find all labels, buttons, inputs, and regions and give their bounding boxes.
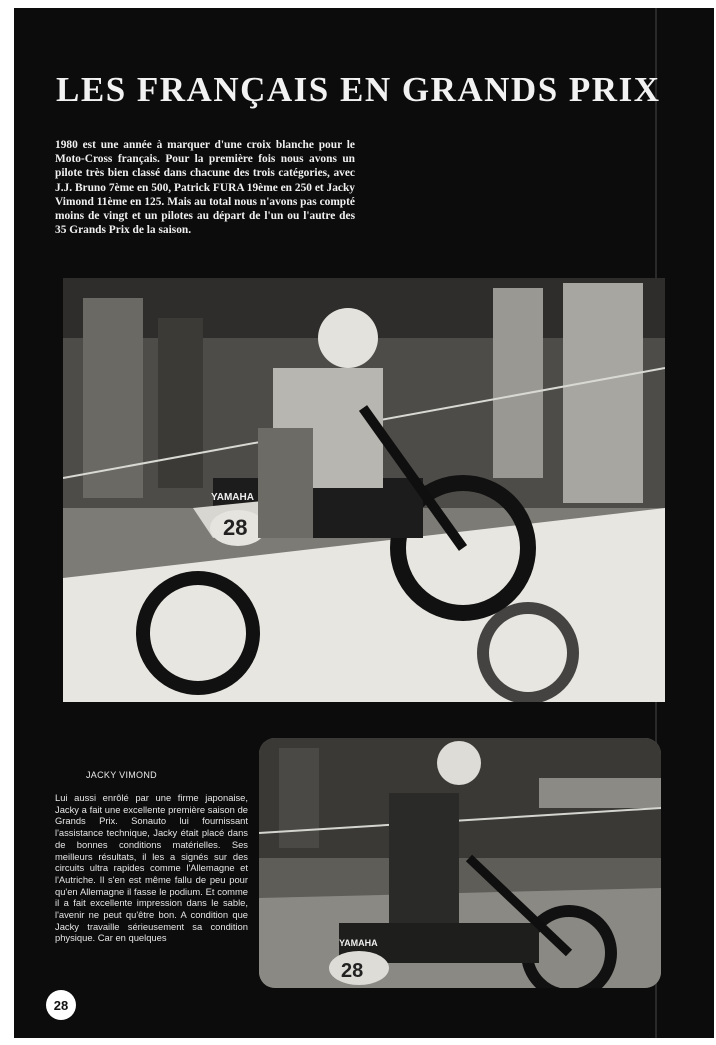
motocross-photo-main xyxy=(63,278,665,702)
photo2-bike-brand: YAMAHA xyxy=(339,938,378,948)
article-title: LES FRANÇAIS EN GRANDS PRIX xyxy=(56,70,661,109)
motocross-photo-rider xyxy=(259,738,661,988)
article-body: Lui aussi enrôlé par une firme japonaise, Jacky a fait une excellente première saison de Grands Prix. Sonauto lui fournissant l'assistance technique, Jacky était placé dans de bonnes conditions matérielles. Ses meilleurs résultats, il les a signés sur des circuits ultra rapides comme l'Allemagne et l'Autriche. Il s'en est même fallu de peu pour qu'en Allemagne il fasse le podium. Et comme il a fait excellente impression dans le sable, l'avenir ne peut qu'être bon. A condition que Jacky travaille sérieusement sa condition physique. Car en quelques xyxy=(55,792,248,944)
photo1-plate-number: 28 xyxy=(223,515,248,540)
photo2-plate-number: 28 xyxy=(341,960,364,982)
article-intro: 1980 est une année à marquer d'une croix blanche pour le Moto-Cross français. Pour la première fois nous avons un pilote très bien classé dans chacune des trois catégories, avec J.J. Bruno 7ème en 500, Patrick FURA 19ème en 250 et Jacky Vimond 11ème en 125. Mais au total nous n'avons pas compté moins de vingt et un pilotes au départ de l'un ou l'autre des 35 Grands Prix de la saison. xyxy=(55,139,355,237)
page-number: 28 xyxy=(46,990,76,1020)
photo-caption: JACKY VIMOND xyxy=(86,770,157,780)
photo1-bike-brand: YAMAHA xyxy=(211,492,254,503)
